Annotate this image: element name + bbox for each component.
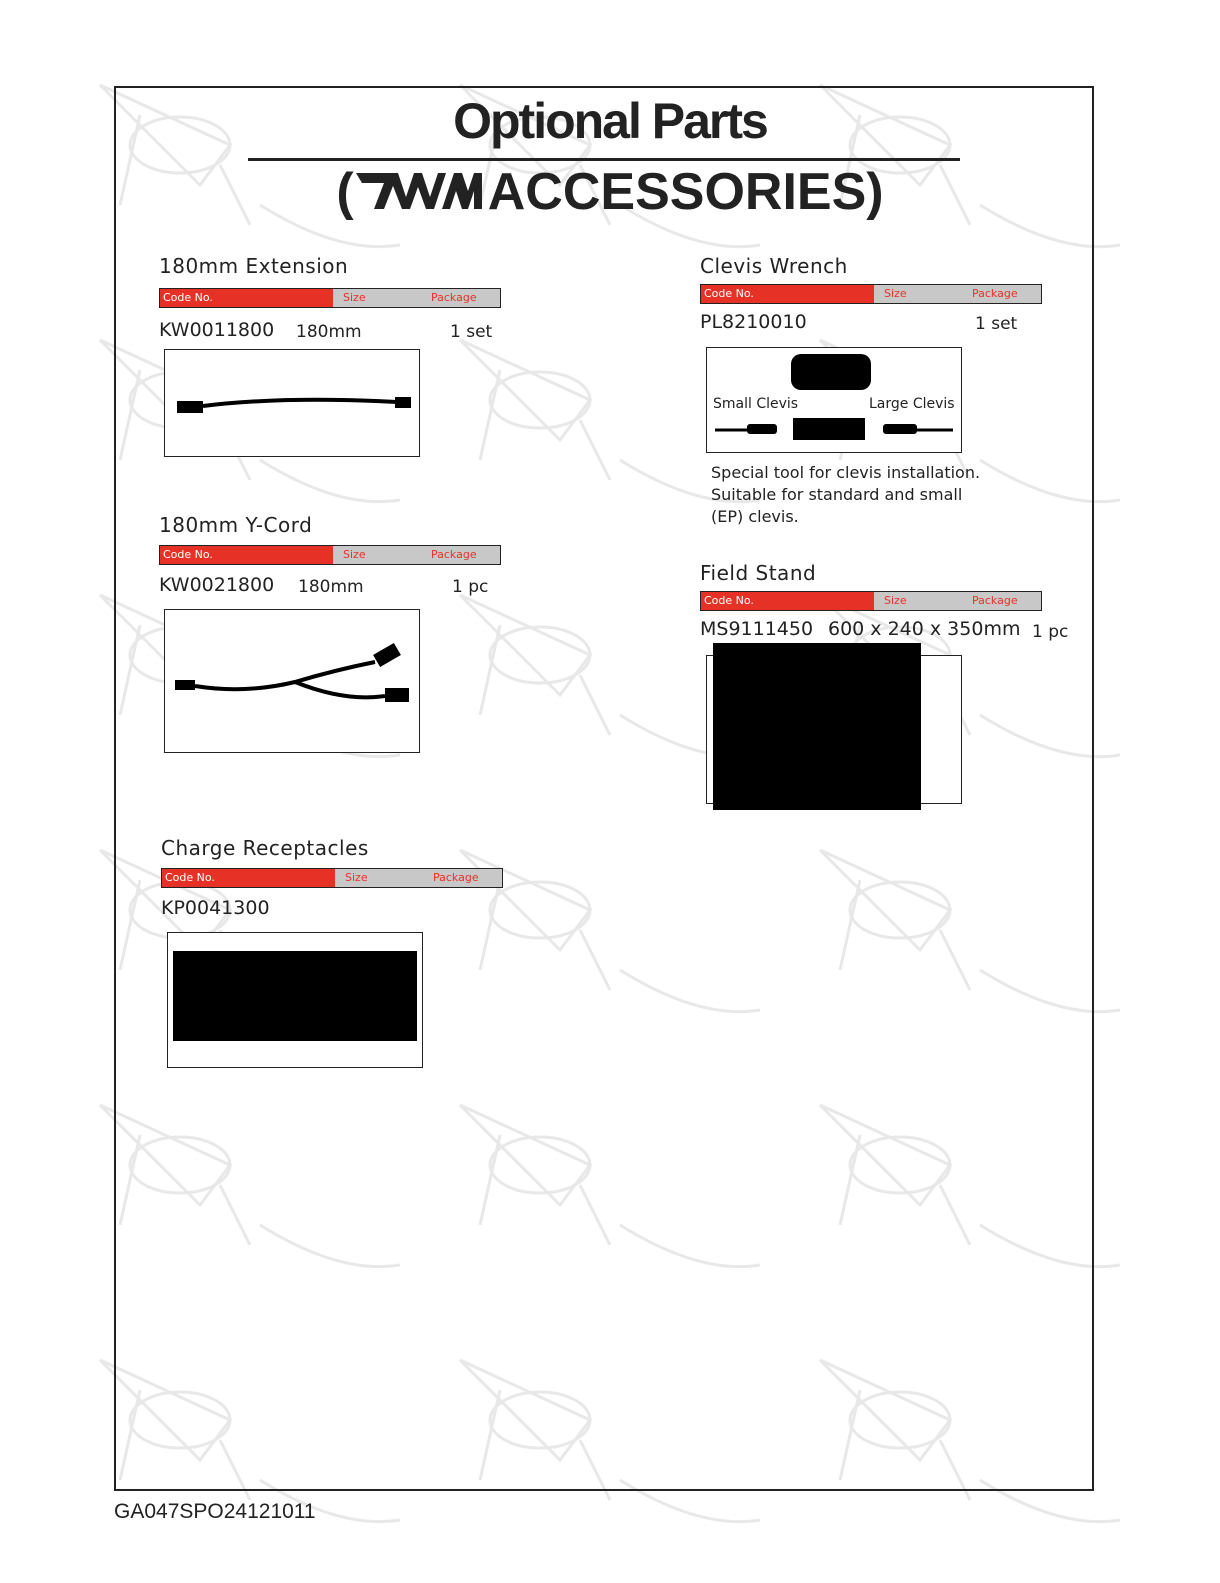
size-header: Size (333, 289, 431, 307)
ycord-image (164, 609, 420, 753)
stand-package: 1 pc (1032, 622, 1069, 642)
code-header: Code No. (701, 592, 874, 610)
ycord-table-header (159, 545, 501, 565)
charge-image (167, 932, 423, 1068)
clevis-code: PL8210010 (700, 311, 807, 333)
page-subtitle (0, 162, 1220, 222)
stand-size: 600 x 240 x 350mm (828, 618, 1021, 640)
size-header: Size (335, 869, 433, 887)
large-clevis-label: Large Clevis (869, 396, 955, 412)
package-header: Package (972, 592, 1041, 610)
size-header: Size (874, 592, 972, 610)
code-header: Code No. (160, 546, 333, 564)
code-header: Code No. (701, 285, 874, 303)
subtitle-open-paren: ( (336, 163, 354, 221)
package-header: Package (433, 869, 502, 887)
package-header: Package (972, 285, 1041, 303)
clevis-desc-line: Special tool for clevis installation. (711, 463, 981, 482)
document-code: GA047SPO24121011 (114, 1500, 316, 1523)
extension-cable-icon (165, 350, 418, 455)
small-clevis-label: Small Clevis (713, 396, 799, 412)
charge-code: KP0041300 (161, 897, 270, 919)
extension-name: 180mm Extension (159, 254, 349, 278)
stand-photo-redacted (713, 643, 921, 810)
stand-table-header (700, 591, 1042, 611)
ycord-package: 1 pc (452, 577, 489, 597)
package-header: Package (431, 546, 500, 564)
charge-photo-redacted (173, 951, 417, 1041)
code-header: Code No. (160, 289, 333, 307)
clevis-table-header (700, 284, 1042, 304)
ycord-size: 180mm (298, 577, 364, 597)
clevis-desc-line: Suitable for standard and small (711, 485, 963, 504)
page-title: Optional Parts (453, 93, 767, 149)
clevis-name: Clevis Wrench (700, 254, 848, 278)
code-header: Code No. (162, 869, 335, 887)
ycord-name: 180mm Y-Cord (159, 513, 313, 537)
twm-logo-icon (354, 169, 484, 213)
clevis-desc-line: (EP) clevis. (711, 507, 799, 526)
clevis-package: 1 set (975, 314, 1018, 334)
title-divider (248, 158, 960, 161)
size-header: Size (874, 285, 972, 303)
extension-size: 180mm (296, 322, 362, 342)
stand-code: MS9111450 (700, 618, 814, 640)
stand-name: Field Stand (700, 561, 817, 585)
charge-name: Charge Receptacles (161, 836, 369, 860)
charge-table-header (161, 868, 503, 888)
clevis-image (706, 347, 962, 453)
size-header: Size (333, 546, 431, 564)
extension-package: 1 set (450, 322, 493, 342)
ycord-code: KW0021800 (159, 574, 275, 596)
extension-code: KW0011800 (159, 319, 275, 341)
extension-table-header (159, 288, 501, 308)
ycord-cable-icon (165, 610, 418, 751)
subtitle-text: ACCESSORIES) (487, 163, 884, 221)
extension-image (164, 349, 420, 457)
clevis-description (711, 462, 980, 528)
package-header: Package (431, 289, 500, 307)
